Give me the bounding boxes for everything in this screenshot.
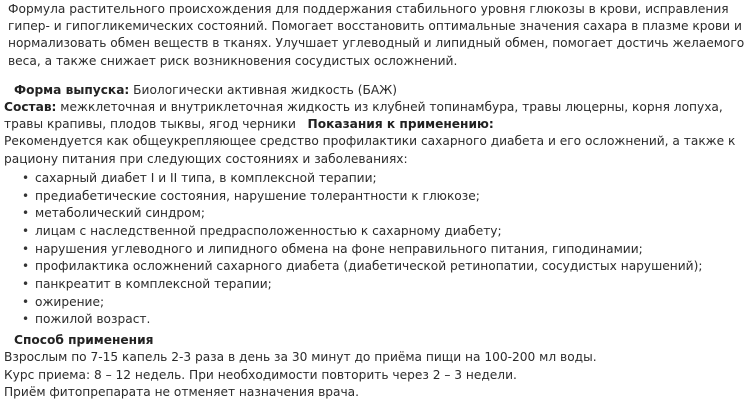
list-item: • лицам с наследственной предрасположенностью к сахарному диабету;: [22, 223, 640, 241]
intro-line: нормализовать обмен веществ в тканях. Улучшает углеводный и липидный обмен, помогает достичь желаемого: [8, 36, 744, 51]
list-item: • ожирение;: [22, 294, 640, 312]
usage-heading-text: Способ применения: [14, 333, 154, 348]
usage-line: Взрослым по 7-15 капель 2-3 раза в день за 30 минут до приёма пищи на 100-200 мл воды.: [4, 350, 597, 365]
indications-intro: Рекомендуется как общеукрепляющее средство профилактики сахарного диабета и его осложнений, а также к: [4, 134, 736, 149]
release-form-label: Форма выпуска:: [14, 82, 130, 97]
release-form-value: Биологически активная жидкость (БАЖ): [129, 82, 398, 97]
list-item: • профилактика осложнений сахарного диабета (диабетической ретинопатии, сосудистых нарушений);: [22, 258, 640, 276]
usage-line: Курс приема: 8 – 12 недель. При необходимости повторить через 2 – 3 недели.: [4, 367, 517, 382]
composition-text: травы крапивы, плодов тыквы, ягод черники: [4, 117, 296, 132]
indications-list: [4, 170, 703, 329]
intro-line: гипер- и гипогликемических состояний. Помогает восстановить оптимальные значения сахара в плазме крови и: [8, 19, 742, 34]
composition: [4, 99, 723, 116]
list-item: • панкреатит в комплексной терапии;: [22, 276, 640, 294]
intro-paragraph: [4, 1, 744, 70]
composition-continued: [4, 116, 640, 133]
intro-line: веса, а также снижает риск возникновения сосудистых осложнений.: [8, 53, 458, 68]
list-item: • пожилой возраст.: [22, 311, 640, 329]
indications-label: Показания к применению:: [307, 117, 494, 132]
list-item: • метаболический синдром;: [22, 205, 640, 223]
release-form: [4, 82, 640, 99]
composition-text: межклеточная и внутриклеточная жидкость из клубней топинамбура, травы люцерны, корня лопуха,: [56, 100, 723, 115]
composition-label: Состав:: [4, 100, 57, 115]
intro-line: Формула растительного происхождения для поддержания стабильного уровня глюкозы в крови, исправления: [8, 2, 729, 16]
list-item: • сахарный диабет I и II типа, в комплексной терапии;: [22, 170, 640, 188]
usage-line: Приём фитопрепарата не отменяет назначения врача.: [4, 384, 360, 399]
list-item: • нарушения углеводного и липидного обмена на фоне неправильного питания, гиподинамии;: [22, 241, 640, 259]
list-item: • предиабетические состояния, нарушение толерантности к глюкозе;: [22, 188, 640, 206]
usage-heading: [4, 332, 640, 349]
indications-intro: рациону питания при следующих состояниях и заболеваниях:: [4, 151, 408, 166]
